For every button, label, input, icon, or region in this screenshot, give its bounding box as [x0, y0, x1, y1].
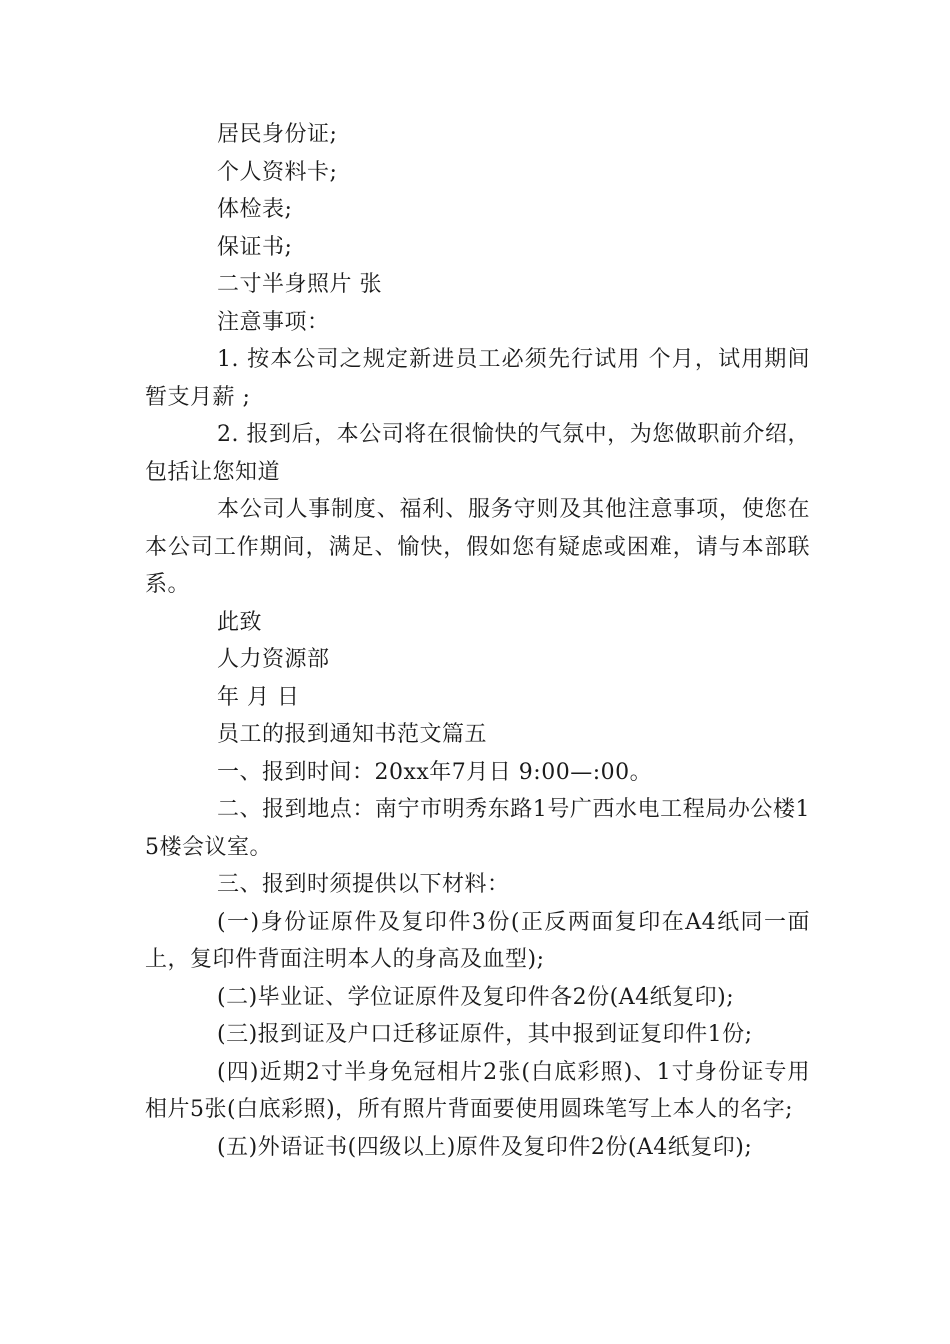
list-item-material-2: (二)毕业证、学位证原件及复印件各2份(A4纸复印); [217, 984, 735, 1010]
paragraph-department: 人力资源部 [217, 647, 330, 672]
paragraph-photo: 二寸半身照片 张 [217, 272, 382, 297]
list-item-material-3: (三)报到证及户口迁移证原件，其中报到证复印件1份; [217, 1022, 753, 1047]
section-title: 员工的报到通知书范文篇五 [217, 722, 488, 747]
list-item-material-1: (一)身份证原件及复印件3份(正反两面复印在A4纸同一面上，复印件背面注明本人的身高及血型); [145, 909, 810, 972]
paragraph-note-1: 1. 按本公司之规定新进员工必须先行试用 个月，试用期间暂支月薪 ; [145, 347, 810, 410]
paragraph-date: 年 月 日 [217, 684, 300, 710]
paragraph-note-2: 2. 报到后，本公司将在很愉快的气氛中，为您做职前介绍，包括让您知道 [145, 422, 810, 485]
paragraph-id-card: 居民身份证; [217, 122, 338, 147]
document-body [145, 116, 810, 1166]
paragraph-report-location: 二、报到地点：南宁市明秀东路1号广西水电工程局办公楼15楼会议室。 [145, 797, 810, 860]
paragraph-notes-heading: 注意事项： [217, 309, 330, 335]
paragraph-medical-form: 体检表; [217, 197, 293, 222]
paragraph-guarantee: 保证书; [217, 234, 293, 260]
list-item-material-5: (五)外语证书(四级以上)原件及复印件2份(A4纸复印); [217, 1134, 753, 1160]
paragraph-personal-info-card: 个人资料卡; [217, 159, 338, 185]
paragraph-salutation: 此致 [217, 609, 263, 635]
paragraph-report-time: 一、报到时间：20xx年7月日 9:00—:00。 [217, 759, 653, 785]
paragraph-note-2-continued: 本公司人事制度、福利、服务守则及其他注意事项，使您在本公司工作期间，满足、愉快，假如您有疑虑或困难，请与本部联系。 [145, 497, 810, 597]
list-item-material-4: (四)近期2寸半身免冠相片2张(白底彩照)、1寸身份证专用相片5张(白底彩照)，所有照片背面要使用圆珠笔写上本人的名字; [145, 1059, 810, 1122]
paragraph-materials-heading: 三、报到时须提供以下材料： [217, 872, 510, 897]
